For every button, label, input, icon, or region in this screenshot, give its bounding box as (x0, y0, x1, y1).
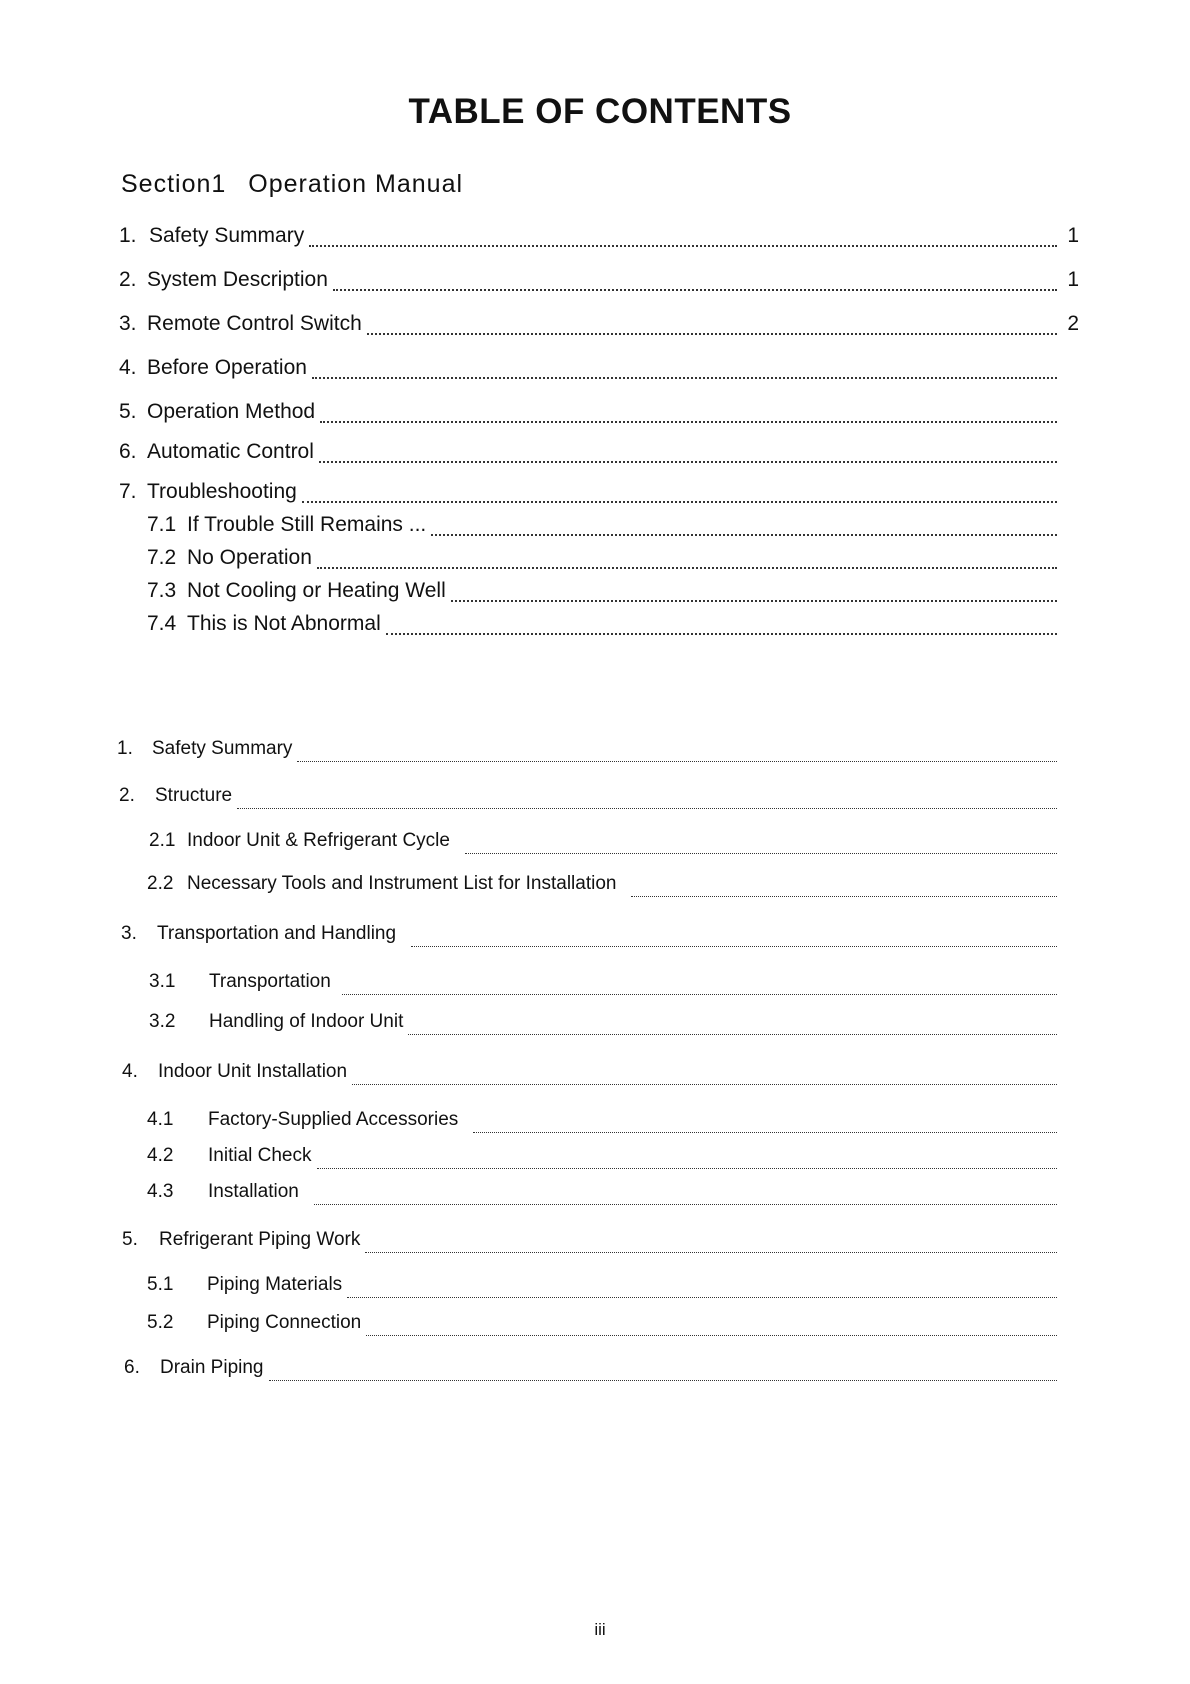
leader-dots (408, 1034, 1057, 1035)
toc-entry[interactable] (147, 546, 1057, 576)
leader-dots (317, 1168, 1058, 1169)
leader-dots (297, 761, 1057, 762)
toc-entry-number: 2.1 (149, 830, 176, 851)
leader-dots (269, 1380, 1058, 1381)
toc-entry-label: Automatic Control (147, 440, 314, 463)
toc-entry-label: Transportation and Handling (157, 923, 397, 944)
toc-entry-label: Installation (208, 1181, 299, 1202)
toc-entry[interactable] (117, 738, 1057, 768)
toc-entry[interactable] (147, 1181, 1057, 1211)
toc-entry-number: 3.2 (149, 1011, 176, 1032)
toc-entry-label: System Description (147, 268, 328, 291)
leader-dots (347, 1297, 1057, 1298)
toc-entry[interactable] (147, 1145, 1057, 1175)
toc-entry[interactable] (124, 1357, 1057, 1387)
toc-entry[interactable] (147, 1312, 1057, 1342)
toc-entry-label: Drain Piping (160, 1357, 264, 1378)
leader-dots (319, 461, 1057, 463)
leader-dots (314, 1204, 1057, 1205)
toc-entry-label: Piping Materials (207, 1274, 343, 1295)
toc-entry[interactable] (119, 440, 1057, 470)
toc-entry-label: If Trouble Still Remains ... (187, 513, 427, 536)
page-title: TABLE OF CONTENTS (408, 92, 792, 131)
toc-entry-number: 4. (122, 1061, 138, 1082)
toc-entry-number: 1. (119, 224, 137, 247)
toc-entry[interactable] (147, 1109, 1057, 1139)
leader-dots (317, 567, 1057, 569)
leader-dots (465, 853, 1057, 854)
leader-dots (352, 1084, 1057, 1085)
leader-dots (366, 1335, 1057, 1336)
toc-entry-number: 6. (119, 440, 137, 463)
toc-entry-number: 4.2 (147, 1145, 174, 1166)
toc-entry-label: Initial Check (208, 1145, 312, 1166)
toc-entry[interactable] (119, 356, 1057, 386)
leader-dots (386, 633, 1057, 635)
toc-entry-number: 7.4 (147, 612, 177, 635)
toc-entry-page: 1 (1067, 224, 1079, 247)
toc-entry-number: 2. (119, 785, 135, 806)
toc-entry[interactable] (147, 612, 1057, 642)
toc-entry-number: 4. (119, 356, 137, 379)
toc-entry[interactable] (119, 224, 1079, 254)
toc-entry-label: Piping Connection (207, 1312, 362, 1333)
toc-entry[interactable] (122, 1061, 1057, 1091)
leader-dots (320, 421, 1057, 423)
page-number: iii (594, 1620, 606, 1639)
leader-dots (333, 289, 1057, 291)
toc-entry-number: 7. (119, 480, 137, 503)
toc-entry-label: Troubleshooting (147, 480, 297, 503)
leader-dots (451, 600, 1057, 602)
toc-entry-page: 2 (1067, 312, 1079, 335)
section-name: Operation Manual (248, 170, 464, 198)
toc-entry[interactable] (149, 830, 1057, 860)
toc-entry-number: 2.2 (147, 873, 174, 894)
toc-entry[interactable] (147, 1274, 1057, 1304)
toc-entry-label: Transportation (209, 971, 331, 992)
toc-entry-number: 3. (121, 923, 137, 944)
toc-entry-number: 3. (119, 312, 137, 335)
toc-entry-label: Indoor Unit & Refrigerant Cycle (187, 830, 450, 851)
toc-entry-label: No Operation (187, 546, 312, 569)
toc-entry[interactable] (119, 400, 1057, 430)
toc-entry-label: Remote Control Switch (147, 312, 362, 335)
toc-entry-label: Operation Method (147, 400, 316, 423)
toc-entry[interactable] (119, 268, 1079, 298)
toc-entry[interactable] (121, 923, 1057, 953)
toc-entry-number: 7.2 (147, 546, 177, 569)
toc-entry-number: 2. (119, 268, 137, 291)
toc-entry-number: 7.3 (147, 579, 177, 602)
leader-dots (367, 333, 1057, 335)
leader-dots (302, 501, 1057, 503)
toc-entry-number: 4.3 (147, 1181, 174, 1202)
toc-entry[interactable] (119, 480, 1057, 510)
leader-dots (342, 994, 1057, 995)
toc-entry[interactable] (122, 1229, 1057, 1259)
toc-entry-number: 3.1 (149, 971, 176, 992)
toc-entry-label: Structure (155, 785, 233, 806)
toc-entry-number: 5. (119, 400, 137, 423)
toc-entry-number: 5.1 (147, 1274, 174, 1295)
leader-dots (431, 534, 1057, 536)
leader-dots (365, 1252, 1057, 1253)
toc-entry-number: 5.2 (147, 1312, 174, 1333)
toc-entry-number: 6. (124, 1357, 140, 1378)
toc-entry[interactable] (147, 579, 1057, 609)
toc-entry-label: Indoor Unit Installation (158, 1061, 348, 1082)
toc-entry-number: 7.1 (147, 513, 177, 536)
toc-entry-label: Necessary Tools and Instrument List for Installation (187, 873, 617, 894)
toc-entry-number: 4.1 (147, 1109, 174, 1130)
leader-dots (309, 245, 1057, 247)
toc-entry-number: 5. (122, 1229, 138, 1250)
toc-entry-label: Factory-Supplied Accessories (208, 1109, 459, 1130)
toc-entry-label: Refrigerant Piping Work (159, 1229, 361, 1250)
leader-dots (631, 896, 1057, 897)
toc-entry[interactable] (119, 312, 1079, 342)
toc-entry[interactable] (147, 873, 1057, 903)
toc-entry-label: Safety Summary (149, 224, 305, 247)
toc-entry[interactable] (149, 1011, 1057, 1041)
toc-entry[interactable] (119, 785, 1057, 815)
toc-entry-label: This is Not Abnormal (187, 612, 381, 635)
leader-dots (312, 377, 1057, 379)
toc-entry-page: 1 (1067, 268, 1079, 291)
section-heading (121, 170, 463, 199)
toc-entry[interactable] (147, 513, 1057, 543)
toc-entry-label: Before Operation (147, 356, 307, 379)
toc-entry-label: Not Cooling or Heating Well (187, 579, 446, 602)
toc-entry[interactable] (149, 971, 1057, 1001)
section-label: Section1 (121, 170, 227, 198)
leader-dots (411, 946, 1057, 947)
toc-entry-label: Handling of Indoor Unit (209, 1011, 404, 1032)
leader-dots (473, 1132, 1057, 1133)
toc-entry-label: Safety Summary (152, 738, 293, 759)
toc-entry-number: 1. (117, 738, 133, 759)
leader-dots (237, 808, 1057, 809)
